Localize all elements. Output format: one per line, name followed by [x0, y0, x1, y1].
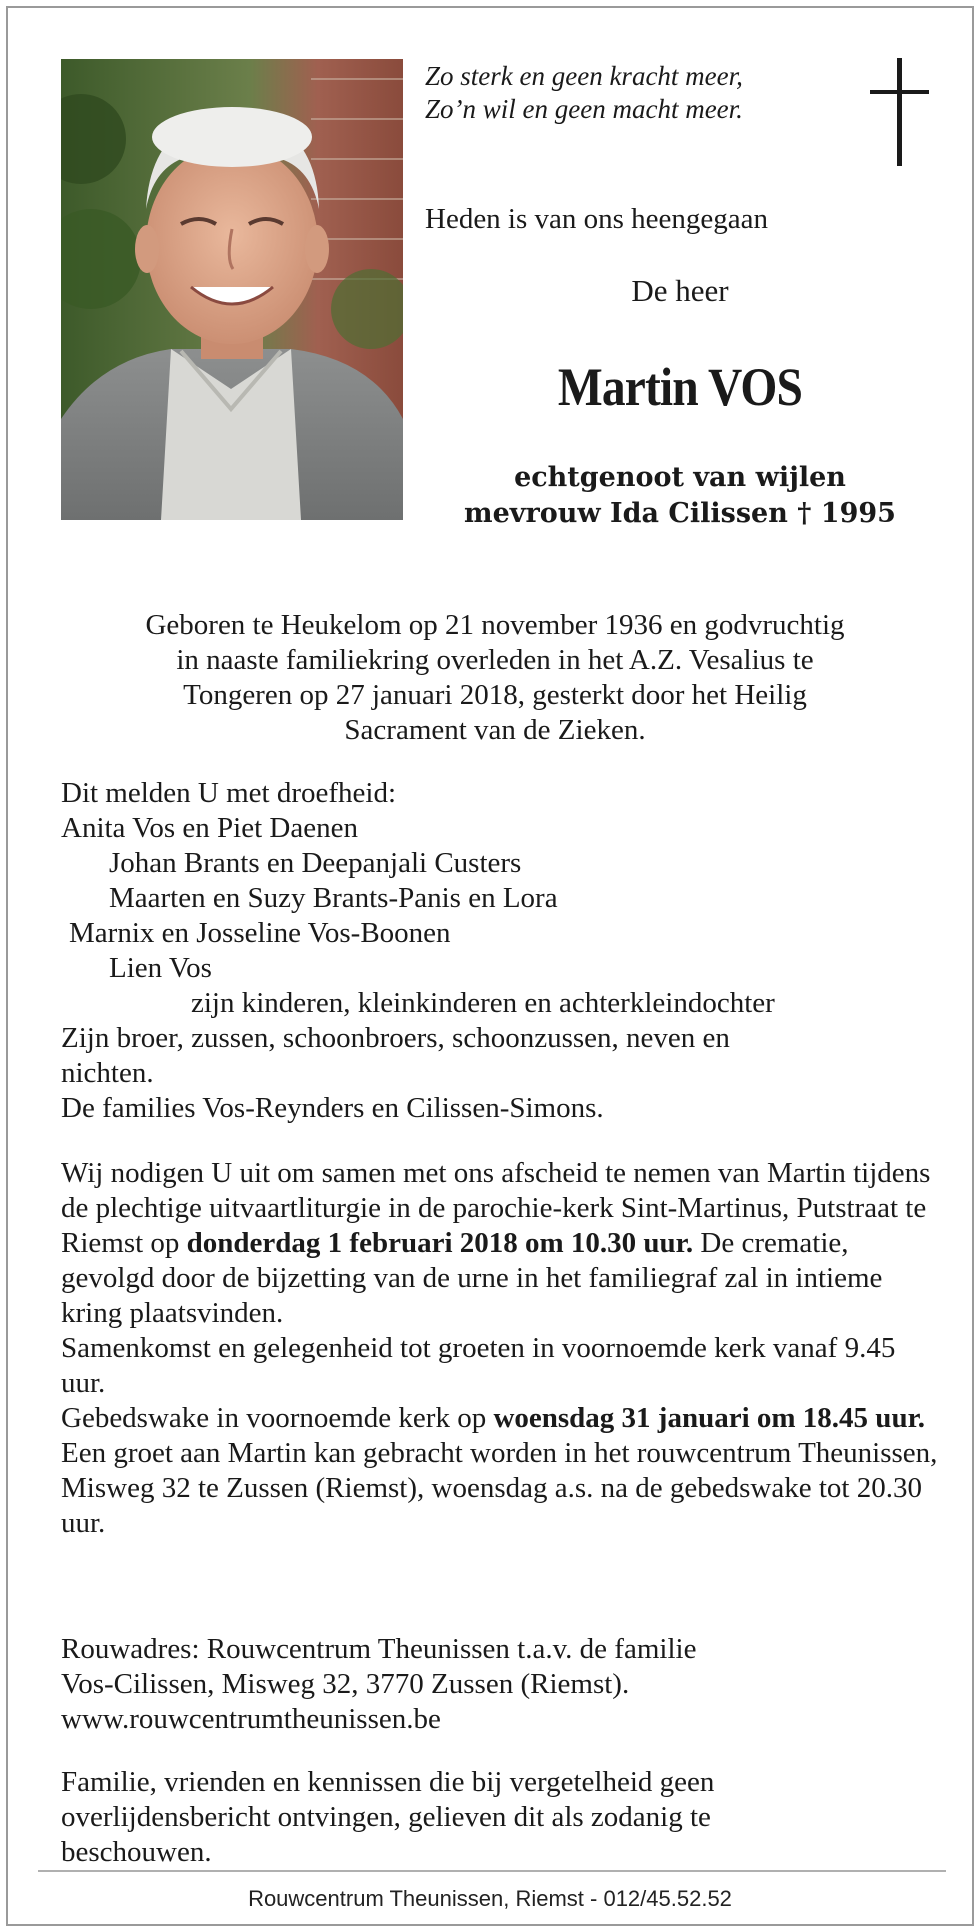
- poem: [425, 60, 825, 126]
- salutation: De heer: [631, 273, 729, 308]
- mourner-line: nichten.: [61, 1057, 154, 1089]
- mourner-line: Maarten en Suzy Brants-Panis en Lora: [109, 882, 558, 914]
- footer-divider: [38, 1870, 946, 1872]
- vigil-date: woensdag 31 januari om 18.45 uur.: [493, 1402, 926, 1434]
- ceremony-info: [61, 1156, 941, 1541]
- gathering-paragraph: Samenkomst en gelegenheid tot groeten in voornoemde kerk vanaf 9.45 uur.: [61, 1332, 896, 1399]
- paragraph-line: Tongeren op 27 januari 2018, gesterkt door het Heilig: [183, 679, 807, 711]
- funeral-text: De crematie, gevolgd door de bijzetting van de urne in het familiegraf zal in intieme kring plaatsvinden.: [61, 1227, 883, 1329]
- greeting-paragraph: Een groet aan Martin kan gebracht worden in het rouwcentrum Theunissen, Misweg 32 te Zussen (Riemst), woensdag a.s. na de gebedswake tot 20.30 uur.: [61, 1437, 938, 1539]
- mourners-list: [61, 776, 941, 1126]
- mourner-line: Marnix en Josseline Vos-Boonen: [69, 917, 451, 949]
- spouse-line: echtgenoot van wijlen: [514, 462, 846, 493]
- funeral-paragraph: [61, 1156, 941, 1331]
- vigil-text: Gebedswake in voornoemde kerk op: [61, 1402, 494, 1434]
- poem-line: Zo’n wil en geen macht meer.: [425, 94, 743, 124]
- birth-death-paragraph: [56, 608, 934, 748]
- mourner-line: Johan Brants en Deepanjali Custers: [109, 847, 522, 879]
- portrait-photo: [61, 59, 403, 520]
- paragraph-line: Geboren te Heukelom op 21 november 1936 en godvruchtig: [145, 609, 845, 641]
- mourning-address: [61, 1632, 941, 1737]
- paragraph-line: Sacrament van de Zieken.: [344, 714, 646, 746]
- address-line: Rouwadres: Rouwcentrum Theunissen t.a.v. de familie: [61, 1633, 697, 1665]
- address-line: Vos-Cilissen, Misweg 32, 3770 Zussen (Riemst).: [61, 1668, 630, 1700]
- spouse-line: mevrouw Ida Cilissen † 1995: [464, 498, 896, 529]
- cross-icon: [870, 58, 930, 168]
- footer-text: Rouwcentrum Theunissen, Riemst - 012/45.52.52: [248, 1886, 732, 1911]
- notice-line: Familie, vrienden en kennissen die bij vergetelheid geen: [61, 1766, 715, 1798]
- portrait-image: [61, 59, 403, 520]
- intro-text: Heden is van ons heengegaan: [425, 203, 769, 235]
- notice-paragraph: [61, 1765, 941, 1870]
- mourner-line: Lien Vos: [109, 952, 212, 984]
- mourners-heading: Dit melden U met droefheid:: [61, 777, 397, 809]
- spouse-info: [425, 460, 935, 532]
- deceased-name: Martin VOS: [557, 357, 803, 417]
- paragraph-line: in naaste familiekring overleden in het A.Z. Vesalius te: [176, 644, 814, 676]
- website-link[interactable]: www.rouwcentrumtheunissen.be: [61, 1703, 441, 1735]
- notice-line: overlijdensbericht ontvingen, gelieven dit als zodanig te: [61, 1801, 711, 1833]
- notice-line: beschouwen.: [61, 1836, 212, 1868]
- obituary-card: [6, 6, 974, 1926]
- funeral-text: Wij nodigen U uit om samen met ons afscheid te nemen van Martin tijdens de plechtige uitvaartliturgie in de parochie-kerk Sint-Martinus, Putstraat te Riemst op: [61, 1157, 931, 1259]
- mourner-line: Anita Vos en Piet Daenen: [61, 812, 358, 844]
- funeral-date: donderdag 1 februari 2018 om 10.30 uur.: [186, 1227, 694, 1259]
- poem-line: Zo sterk en geen kracht meer,: [425, 61, 743, 91]
- mourner-line: zijn kinderen, kleinkinderen en achterkleindochter: [191, 987, 775, 1019]
- vigil-paragraph: [61, 1401, 941, 1436]
- mourner-line: De families Vos-Reynders en Cilissen-Simons.: [61, 1092, 604, 1124]
- mourner-line: Zijn broer, zussen, schoonbroers, schoonzussen, neven en: [61, 1022, 730, 1054]
